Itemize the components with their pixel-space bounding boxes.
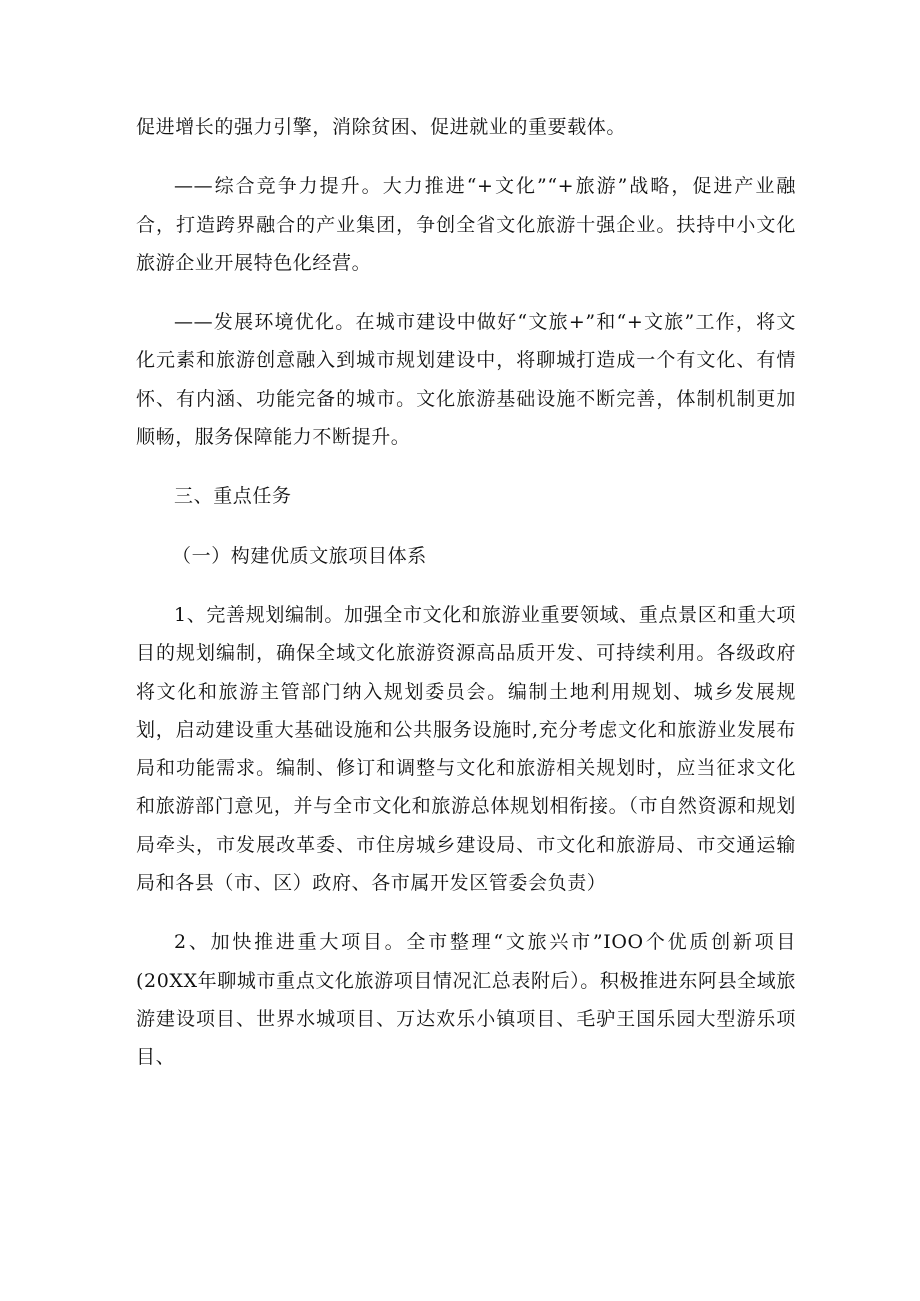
- paragraph-competitiveness: ——综合竞争力提升。大力推进“+文化”“+旅游”战略，促进产业融合，打造跨界融合的产业集团，争创全省文化旅游十强企业。扶持中小文化旅游企业开展特色化经营。: [136, 175, 796, 274]
- section-heading: 三、重点任务: [174, 485, 292, 508]
- paragraph-major-projects: 2、加快推进重大项目。全市整理“文旅兴市”IOO个优质创新项目(20XX年聊城市重点文化旅游项目情况汇总表附后）。积极推进东阿县全域旅游建设项目、世界水城项目、万达欢乐小镇项目、毛驴王国乐园大型游乐项目、: [136, 931, 796, 1069]
- subsection-heading: （一）构建优质文旅项目体系: [172, 544, 427, 567]
- paragraph-continuation: 促进增长的强力引擎，消除贫困、促进就业的重要载体。: [136, 116, 627, 138]
- paragraph-environment: ——发展环境优化。在城市建设中做好“文旅+”和“+文旅”工作，将文化元素和旅游创意融入到城市规划建设中，将聊城打造成一个有文化、有情怀、有内涵、功能完备的城市。文化旅游基础设施不断完善，体制机制更加顺畅，服务保障能力不断提升。: [136, 311, 796, 449]
- document-body: [136, 108, 796, 1077]
- paragraph-planning: 1、完善规划编制。加强全市文化和旅游业重要领域、重点景区和重大项目的规划编制，确保全域文化旅游资源高品质开发、可持续利用。各级政府将文化和旅游主管部门纳入规划委员会。编制土地利用规划、城乡发展规划，启动建设重大基础设施和公共服务设施时,充分考虑文化和旅游业发展布局和功能需求。编制、修订和调整与文化和旅游相关规划时，应当征求文化和旅游部门意见，并与全市文化和旅游总体规划相衔接。（市自然资源和规划局牵头，市发展改革委、市住房城乡建设局、市文化和旅游局、市交通运输局和各县（市、区）政府、各市属开发区管委会负责）: [136, 603, 796, 895]
